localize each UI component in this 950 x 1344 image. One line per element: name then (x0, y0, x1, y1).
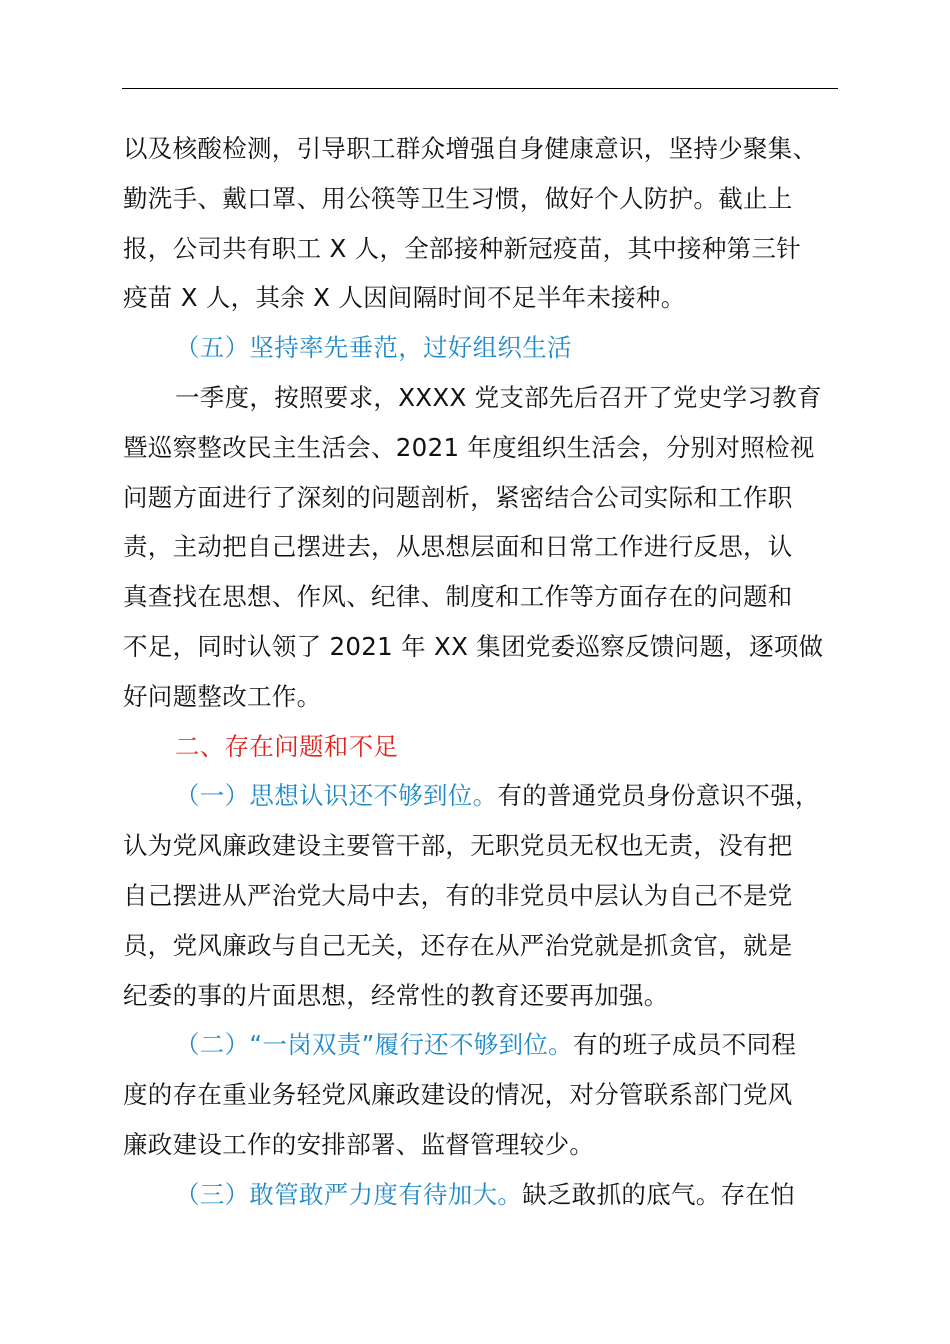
body-line: 员，党风廉政与自己无关，还存在从严治党就是抓贪官，就是 (123, 930, 793, 960)
body-line: 度的存在重业务轻党风廉政建设的情况，对分管联系部门党风 (123, 1080, 793, 1110)
body-line: 勤洗手、戴口罩、用公筷等卫生习惯，做好个人防护。截止上 (123, 183, 793, 213)
body-line: 疫苗 X 人，其余 X 人因间隔时间不足半年未接种。 (123, 283, 686, 313)
body-line: 暨巡察整改民主生活会、2021 年度组织生活会，分别对照检视 (123, 432, 815, 462)
subheading-three: （三）敢管敢严力度有待加大。 (175, 1179, 523, 1209)
body-line: 责，主动把自己摆进去，从思想层面和日常工作进行反思，认 (123, 532, 793, 562)
body-text: 有的普通党员身份意识不强， (497, 781, 820, 811)
body-line: 认为党风廉政建设主要管干部，无职党员无权也无责，没有把 (123, 831, 793, 861)
body-line: 廉政建设工作的安排部署、监督管理较少。 (123, 1129, 595, 1159)
subheading-one: （一）思想认识还不够到位。 (175, 781, 498, 811)
body-text: 缺乏敢抓的底气。存在怕 (522, 1179, 796, 1209)
body-text: 有的班子成员不同程 (572, 1030, 797, 1060)
body-line: 一季度，按照要求，XXXX 党支部先后召开了党史学习教育 (175, 382, 822, 412)
paragraph-first-line (123, 1170, 839, 1220)
subheading-two: （二）“一岗双责”履行还不够到位。 (175, 1030, 573, 1060)
chapter-heading-problems: 二、存在问题和不足 (175, 731, 399, 761)
body-line: 纪委的事的片面思想，经常性的教育还要再加强。 (123, 980, 669, 1010)
paragraph-first-line (123, 1020, 839, 1070)
body-line: 以及核酸检测，引导职工群众增强自身健康意识，坚持少聚集、 (123, 134, 818, 163)
body-line: 自己摆进从严治党大局中去，有的非党员中层认为自己不是党 (123, 880, 793, 910)
body-line: 真查找在思想、作风、纪律、制度和工作等方面存在的问题和 (123, 582, 793, 612)
body-line: 不足，同时认领了 2021 年 XX 集团党委巡察反馈问题，逐项做 (123, 631, 824, 661)
body-line: 好问题整改工作。 (123, 681, 322, 711)
header-rule (122, 88, 838, 89)
body-line: 问题方面进行了深刻的问题剖析，紧密结合公司实际和工作职 (123, 482, 793, 512)
body-line: 报，公司共有职工 X 人，全部接种新冠疫苗，其中接种第三针 (123, 233, 802, 263)
paragraph-first-line (123, 771, 839, 821)
document-body (123, 124, 839, 1220)
section-heading-five: （五）坚持率先垂范，过好组织生活 (175, 333, 572, 363)
